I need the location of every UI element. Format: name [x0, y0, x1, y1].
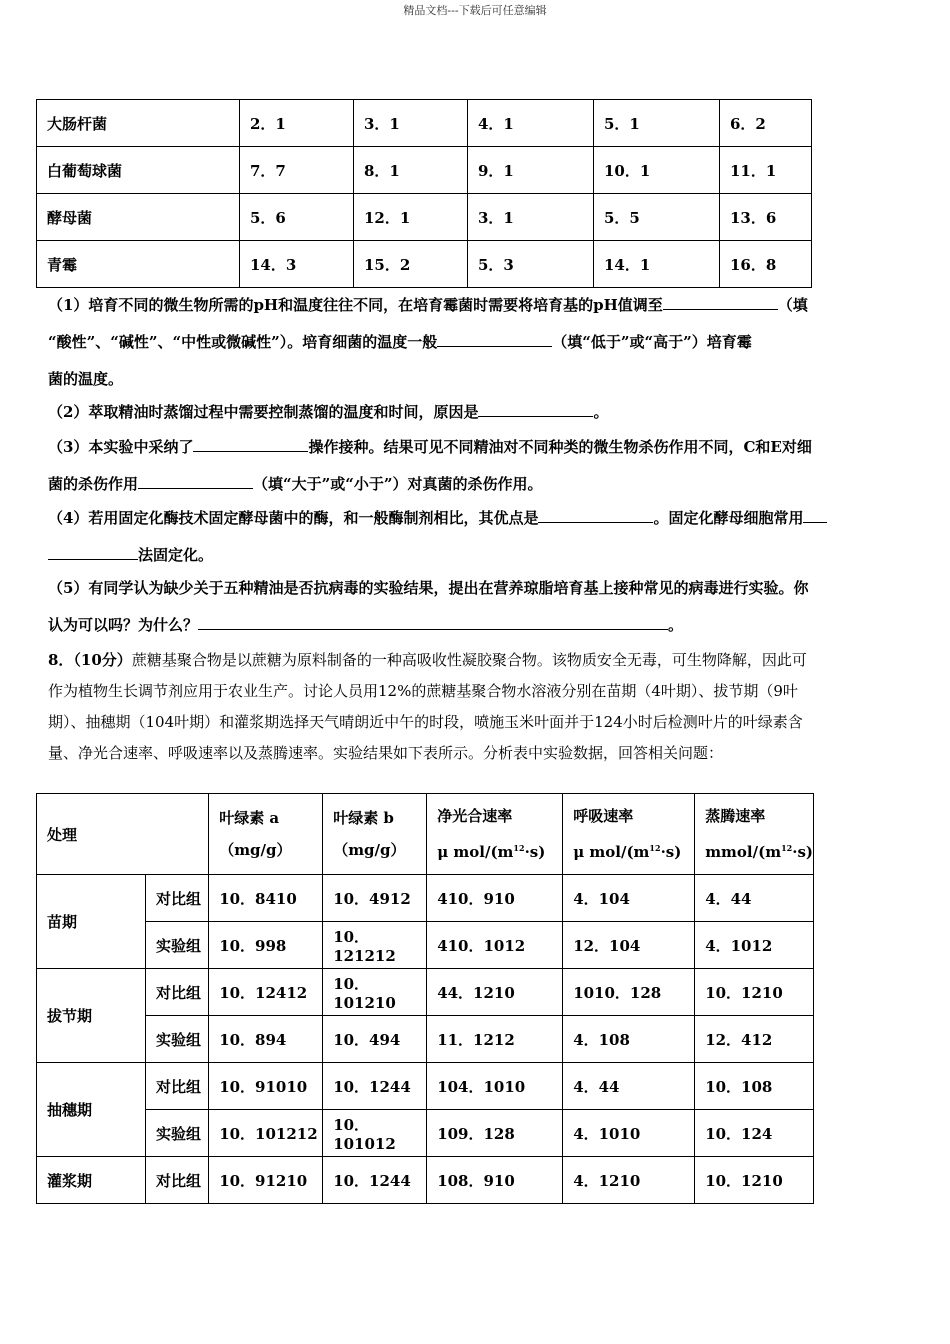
answer-blank — [478, 402, 593, 417]
answer-blank — [198, 615, 668, 630]
table-cell: 44．1210 — [427, 969, 563, 1016]
question-5: （5）有同学认为缺少关于五种精油是否抗病毒的实验结果，提出在营养琼脂培育基上接种常见的病毒进行实验。你 认为可以吗？为什么？ 。 — [48, 579, 809, 634]
answer-blank — [538, 508, 653, 523]
table-cell: 7．7 — [240, 147, 354, 194]
group-cell: 对比组 — [146, 875, 209, 922]
table-row — [37, 1063, 814, 1110]
table-cell: 4．44 — [695, 875, 814, 922]
table-cell: 9．1 — [468, 147, 594, 194]
group-cell: 对比组 — [146, 1157, 209, 1204]
table-row — [37, 194, 812, 241]
page-header: 精品文档---下载后可任意编辑 — [403, 4, 547, 17]
table-cell: 酵母菌 — [37, 194, 240, 241]
table-cell: 104．1010 — [427, 1063, 563, 1110]
stage-cell: 灌浆期 — [37, 1157, 146, 1204]
header-cell: 呼吸速率 μ mol/$(m^{12}\cdot s)$ — [563, 794, 695, 875]
table-cell: 10．12412 — [209, 969, 323, 1016]
answer-blank — [803, 508, 827, 523]
answer-blank — [193, 437, 308, 452]
table-cell: 10．91010 — [209, 1063, 323, 1110]
table-cell: 108．910 — [427, 1157, 563, 1204]
table-cell: 11．1 — [720, 147, 812, 194]
table-row — [37, 147, 812, 194]
table-cell: 4．1 — [468, 100, 594, 147]
table-cell: 410．1012 — [427, 922, 563, 969]
table-cell: 5．1 — [594, 100, 720, 147]
table-cell: 16．8 — [720, 241, 812, 288]
table-cell: 410．910 — [427, 875, 563, 922]
microbe-table — [36, 99, 812, 288]
question-4: （4）若用固定化酶技术固定酵母菌中的酶，和一般酶制剂相比，其优点是 。固定化酵母细胞常用 法固定化。 — [48, 500, 908, 574]
table-cell: 14．3 — [240, 241, 354, 288]
table-cell: 10．4912 — [323, 875, 427, 922]
table-cell: 大肠杆菌 — [37, 100, 240, 147]
table-cell: 4．44 — [563, 1063, 695, 1110]
group-cell: 实验组 — [146, 1110, 209, 1157]
answer-blank — [138, 474, 253, 489]
table-cell: 3．1 — [468, 194, 594, 241]
group-cell: 实验组 — [146, 1016, 209, 1063]
table-cell: 11．1212 — [427, 1016, 563, 1063]
table-cell: 4．1210 — [563, 1157, 695, 1204]
table-cell: 10．8410 — [209, 875, 323, 922]
table-cell: 109．128 — [427, 1110, 563, 1157]
stage-cell: 抽穗期 — [37, 1063, 146, 1157]
table-row — [37, 922, 814, 969]
table-cell: 10．124 — [695, 1110, 814, 1157]
answer-blank — [437, 332, 552, 347]
table-cell: 10．1210 — [695, 969, 814, 1016]
answer-blank — [48, 545, 138, 560]
table-cell: 白葡萄球菌 — [37, 147, 240, 194]
table-cell: 10．494 — [323, 1016, 427, 1063]
table-cell: 12．104 — [563, 922, 695, 969]
table-cell: 10．101210 — [323, 969, 427, 1016]
table-cell: 12．1 — [354, 194, 468, 241]
table-cell: 4．104 — [563, 875, 695, 922]
table-cell: 12．412 — [695, 1016, 814, 1063]
table-row — [37, 1157, 814, 1204]
table-cell: 15．2 — [354, 241, 468, 288]
stage-cell: 拔节期 — [37, 969, 146, 1063]
table-cell: 14．1 — [594, 241, 720, 288]
table-cell: 5．3 — [468, 241, 594, 288]
table-row — [37, 241, 812, 288]
group-cell: 对比组 — [146, 1063, 209, 1110]
table-cell: 10．998 — [209, 922, 323, 969]
table-cell: 1010．128 — [563, 969, 695, 1016]
table-cell: 10．108 — [695, 1063, 814, 1110]
question-8: 8．（10分）蔗糖基聚合物是以蔗糖为原料制备的一种高吸收性凝胶聚合物。该物质安全无毒，可生物降解，因此可 作为植物生长调节剂应用于农业生产。讨论人员用12%的蔗糖基聚合物水溶液分别在苗期（4叶期）、拔节期（9叶 期）、抽穗期（104叶期）和灌浆期选择天气晴朗近中午的时段，喷施玉米叶面并于124小时后检测叶片的叶绿素含 量、净光合速率、呼吸速率以及蒸腾速率。实验结果如下表所示。分析表中实验数据，回答相关问题： — [48, 651, 807, 762]
experiment-table — [36, 793, 814, 1204]
header-cell: 叶绿素 a （mg/g） — [209, 794, 323, 875]
header-cell: 蒸腾速率 mmol/$(m^{12}\cdot s)$ — [695, 794, 814, 875]
table-cell: 2．1 — [240, 100, 354, 147]
table-cell: 10．1 — [594, 147, 720, 194]
question-1: （1）培育不同的微生物所需的pH和温度往往不同，在培育霉菌时需要将培育基的pH值调至 （填 “酸性”、“碱性”、“中性或微碱性”）。培育细菌的温度一般 （填“低于”或“高于”）培育霉 菌的温度。 — [48, 296, 808, 388]
table-cell: 8．1 — [354, 147, 468, 194]
group-cell: 实验组 — [146, 922, 209, 969]
table-cell: 10．1210 — [695, 1157, 814, 1204]
group-cell: 对比组 — [146, 969, 209, 1016]
table-cell: 6．2 — [720, 100, 812, 147]
table-cell: 10．91210 — [209, 1157, 323, 1204]
table-header-row — [37, 794, 814, 875]
table-cell: 4．1010 — [563, 1110, 695, 1157]
header-cell: 净光合速率 μ mol/$(m^{12}\cdot s)$ — [427, 794, 563, 875]
table-cell: 10．101012 — [323, 1110, 427, 1157]
table-row — [37, 1016, 814, 1063]
table-cell: 13．6 — [720, 194, 812, 241]
table-cell: 5．5 — [594, 194, 720, 241]
table-cell: 青霉 — [37, 241, 240, 288]
header-cell: 处理 — [37, 794, 209, 875]
table-cell: 10．1244 — [323, 1063, 427, 1110]
table-cell: 3．1 — [354, 100, 468, 147]
stage-cell: 苗期 — [37, 875, 146, 969]
table-cell: 10．101212 — [209, 1110, 323, 1157]
answer-blank — [663, 295, 778, 310]
table-cell: 10．1244 — [323, 1157, 427, 1204]
table-cell: 10．894 — [209, 1016, 323, 1063]
table-row — [37, 875, 814, 922]
question-3: （3）本实验中采纳了 操作接种。结果可见不同精油对不同种类的微生物杀伤作用不同，C和E对细 菌的杀伤作用 （填“大于”或“小于”）对真菌的杀伤作用。 — [48, 438, 812, 493]
table-row — [37, 1110, 814, 1157]
table-cell: 4．108 — [563, 1016, 695, 1063]
table-cell: 10．121212 — [323, 922, 427, 969]
table-cell: 4．1012 — [695, 922, 814, 969]
table-row — [37, 100, 812, 147]
table-cell: 5．6 — [240, 194, 354, 241]
table-row — [37, 969, 814, 1016]
question-2: （2）萃取精油时蒸馏过程中需要控制蒸馏的温度和时间，原因是 。 — [48, 403, 609, 421]
header-cell: 叶绿素 b （mg/g） — [323, 794, 427, 875]
